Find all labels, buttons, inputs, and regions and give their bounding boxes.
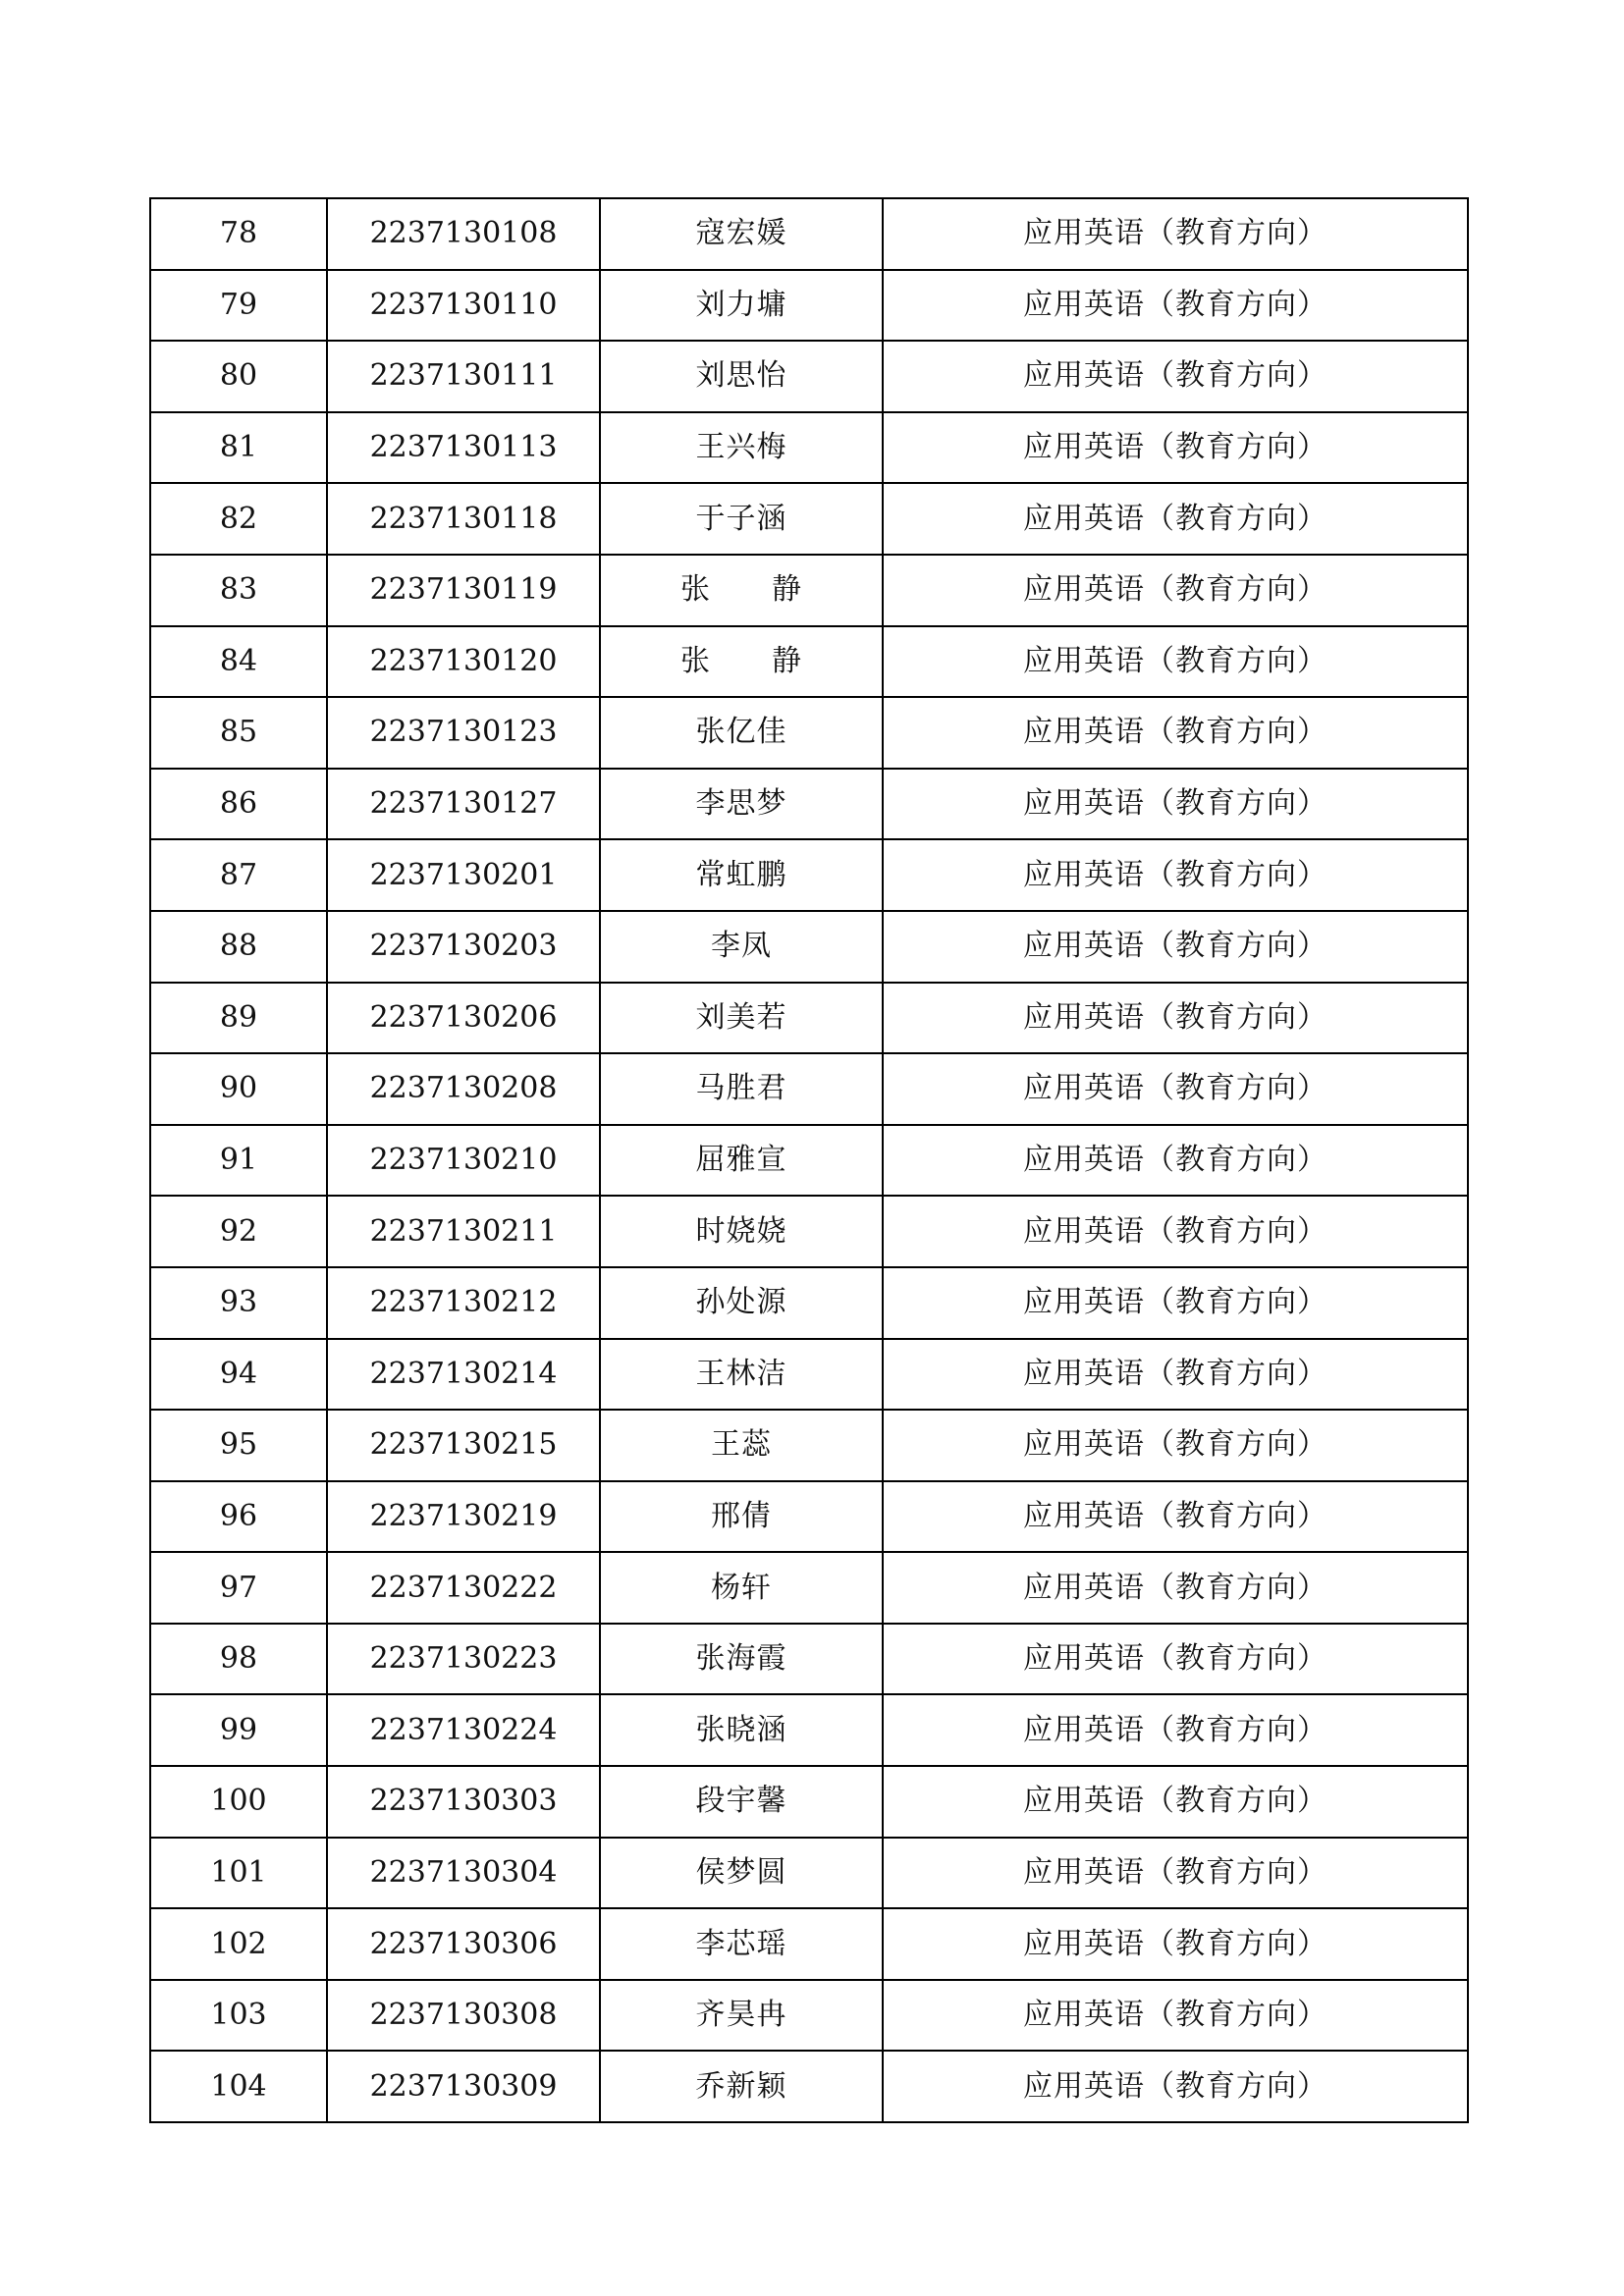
table-row (150, 1694, 1468, 1766)
student-id: 2237130306 (327, 1908, 600, 1980)
table-row (150, 1766, 1468, 1838)
row-number: 93 (150, 1267, 327, 1339)
student-name: 侯梦圆 (600, 1838, 883, 1909)
student-id: 2237130108 (327, 198, 600, 270)
student-id: 2237130201 (327, 839, 600, 911)
student-name: 于子涵 (600, 483, 883, 555)
table-row (150, 1838, 1468, 1909)
table-row (150, 270, 1468, 342)
table-row (150, 1481, 1468, 1553)
row-number: 103 (150, 1980, 327, 2052)
row-number: 94 (150, 1339, 327, 1411)
student-id: 2237130203 (327, 911, 600, 983)
student-id: 2237130304 (327, 1838, 600, 1909)
student-name: 常虹鹏 (600, 839, 883, 911)
student-major: 应用英语（教育方向） (883, 983, 1468, 1054)
table-row (150, 555, 1468, 626)
row-number: 86 (150, 769, 327, 840)
student-name: 刘力墉 (600, 270, 883, 342)
student-id: 2237130110 (327, 270, 600, 342)
student-name: 李凤 (600, 911, 883, 983)
student-roster-table (149, 197, 1469, 2123)
student-major: 应用英语（教育方向） (883, 270, 1468, 342)
student-major: 应用英语（教育方向） (883, 1694, 1468, 1766)
row-number: 101 (150, 1838, 327, 1909)
student-id: 2237130308 (327, 1980, 600, 2052)
student-major: 应用英语（教育方向） (883, 1766, 1468, 1838)
student-id: 2237130113 (327, 412, 600, 484)
student-id: 2237130303 (327, 1766, 600, 1838)
student-id: 2237130212 (327, 1267, 600, 1339)
student-major: 应用英语（教育方向） (883, 697, 1468, 769)
student-name: 马胜君 (600, 1053, 883, 1125)
row-number: 82 (150, 483, 327, 555)
student-major: 应用英语（教育方向） (883, 341, 1468, 412)
student-name: 齐昊冉 (600, 1980, 883, 2052)
student-id: 2237130222 (327, 1552, 600, 1624)
student-major: 应用英语（教育方向） (883, 769, 1468, 840)
student-major: 应用英语（教育方向） (883, 1053, 1468, 1125)
student-major: 应用英语（教育方向） (883, 626, 1468, 698)
student-id: 2237130223 (327, 1624, 600, 1695)
student-id: 2237130127 (327, 769, 600, 840)
table-row (150, 1339, 1468, 1411)
row-number: 88 (150, 911, 327, 983)
student-major: 应用英语（教育方向） (883, 483, 1468, 555)
student-name: 段宇馨 (600, 1766, 883, 1838)
student-id: 2237130211 (327, 1196, 600, 1267)
table-row (150, 412, 1468, 484)
table-row (150, 483, 1468, 555)
student-major: 应用英语（教育方向） (883, 555, 1468, 626)
student-name: 王兴梅 (600, 412, 883, 484)
student-major: 应用英语（教育方向） (883, 1624, 1468, 1695)
student-name: 李芯瑶 (600, 1908, 883, 1980)
student-major: 应用英语（教育方向） (883, 412, 1468, 484)
student-id: 2237130224 (327, 1694, 600, 1766)
row-number: 99 (150, 1694, 327, 1766)
row-number: 98 (150, 1624, 327, 1695)
row-number: 87 (150, 839, 327, 911)
student-id: 2237130206 (327, 983, 600, 1054)
roster-body (150, 198, 1468, 2122)
student-id: 2237130215 (327, 1410, 600, 1481)
table-row (150, 769, 1468, 840)
table-row (150, 839, 1468, 911)
student-major: 应用英语（教育方向） (883, 1410, 1468, 1481)
student-major: 应用英语（教育方向） (883, 1125, 1468, 1197)
student-name: 王林洁 (600, 1339, 883, 1411)
table-row (150, 911, 1468, 983)
table-row (150, 1053, 1468, 1125)
table-row (150, 341, 1468, 412)
student-major: 应用英语（教育方向） (883, 1196, 1468, 1267)
student-major: 应用英语（教育方向） (883, 2051, 1468, 2122)
table-row (150, 1552, 1468, 1624)
student-name: 杨轩 (600, 1552, 883, 1624)
student-major: 应用英语（教育方向） (883, 911, 1468, 983)
student-major: 应用英语（教育方向） (883, 839, 1468, 911)
student-id: 2237130118 (327, 483, 600, 555)
student-name: 寇宏媛 (600, 198, 883, 270)
student-name: 张亿佳 (600, 697, 883, 769)
table-row (150, 1980, 1468, 2052)
row-number: 100 (150, 1766, 327, 1838)
student-id: 2237130111 (327, 341, 600, 412)
student-major: 应用英语（教育方向） (883, 1267, 1468, 1339)
student-name: 屈雅宣 (600, 1125, 883, 1197)
student-name: 张海霞 (600, 1624, 883, 1695)
row-number: 83 (150, 555, 327, 626)
table-row (150, 697, 1468, 769)
student-major: 应用英语（教育方向） (883, 1552, 1468, 1624)
student-id: 2237130309 (327, 2051, 600, 2122)
row-number: 81 (150, 412, 327, 484)
table-row (150, 1410, 1468, 1481)
student-id: 2237130208 (327, 1053, 600, 1125)
student-major: 应用英语（教育方向） (883, 1980, 1468, 2052)
row-number: 92 (150, 1196, 327, 1267)
row-number: 90 (150, 1053, 327, 1125)
row-number: 78 (150, 198, 327, 270)
student-major: 应用英语（教育方向） (883, 1908, 1468, 1980)
table-row (150, 1908, 1468, 1980)
student-name: 张 静 (600, 555, 883, 626)
student-major: 应用英语（教育方向） (883, 1481, 1468, 1553)
student-name: 孙处源 (600, 1267, 883, 1339)
row-number: 79 (150, 270, 327, 342)
table-row (150, 1624, 1468, 1695)
table-row (150, 983, 1468, 1054)
student-name: 张晓涵 (600, 1694, 883, 1766)
table-row (150, 1125, 1468, 1197)
student-name: 乔新颖 (600, 2051, 883, 2122)
student-name: 时娆娆 (600, 1196, 883, 1267)
student-name: 刘美若 (600, 983, 883, 1054)
table-row (150, 1196, 1468, 1267)
table-row (150, 198, 1468, 270)
student-id: 2237130123 (327, 697, 600, 769)
row-number: 89 (150, 983, 327, 1054)
student-id: 2237130214 (327, 1339, 600, 1411)
row-number: 95 (150, 1410, 327, 1481)
student-name: 李思梦 (600, 769, 883, 840)
student-name: 张 静 (600, 626, 883, 698)
student-id: 2237130120 (327, 626, 600, 698)
row-number: 84 (150, 626, 327, 698)
student-name: 邢倩 (600, 1481, 883, 1553)
row-number: 97 (150, 1552, 327, 1624)
row-number: 96 (150, 1481, 327, 1553)
table-row (150, 1267, 1468, 1339)
student-major: 应用英语（教育方向） (883, 1838, 1468, 1909)
table-row (150, 626, 1468, 698)
student-major: 应用英语（教育方向） (883, 1339, 1468, 1411)
row-number: 80 (150, 341, 327, 412)
row-number: 85 (150, 697, 327, 769)
student-id: 2237130219 (327, 1481, 600, 1553)
student-name: 刘思怡 (600, 341, 883, 412)
student-id: 2237130210 (327, 1125, 600, 1197)
student-id: 2237130119 (327, 555, 600, 626)
row-number: 104 (150, 2051, 327, 2122)
student-name: 王蕊 (600, 1410, 883, 1481)
row-number: 91 (150, 1125, 327, 1197)
table-row (150, 2051, 1468, 2122)
row-number: 102 (150, 1908, 327, 1980)
student-major: 应用英语（教育方向） (883, 198, 1468, 270)
